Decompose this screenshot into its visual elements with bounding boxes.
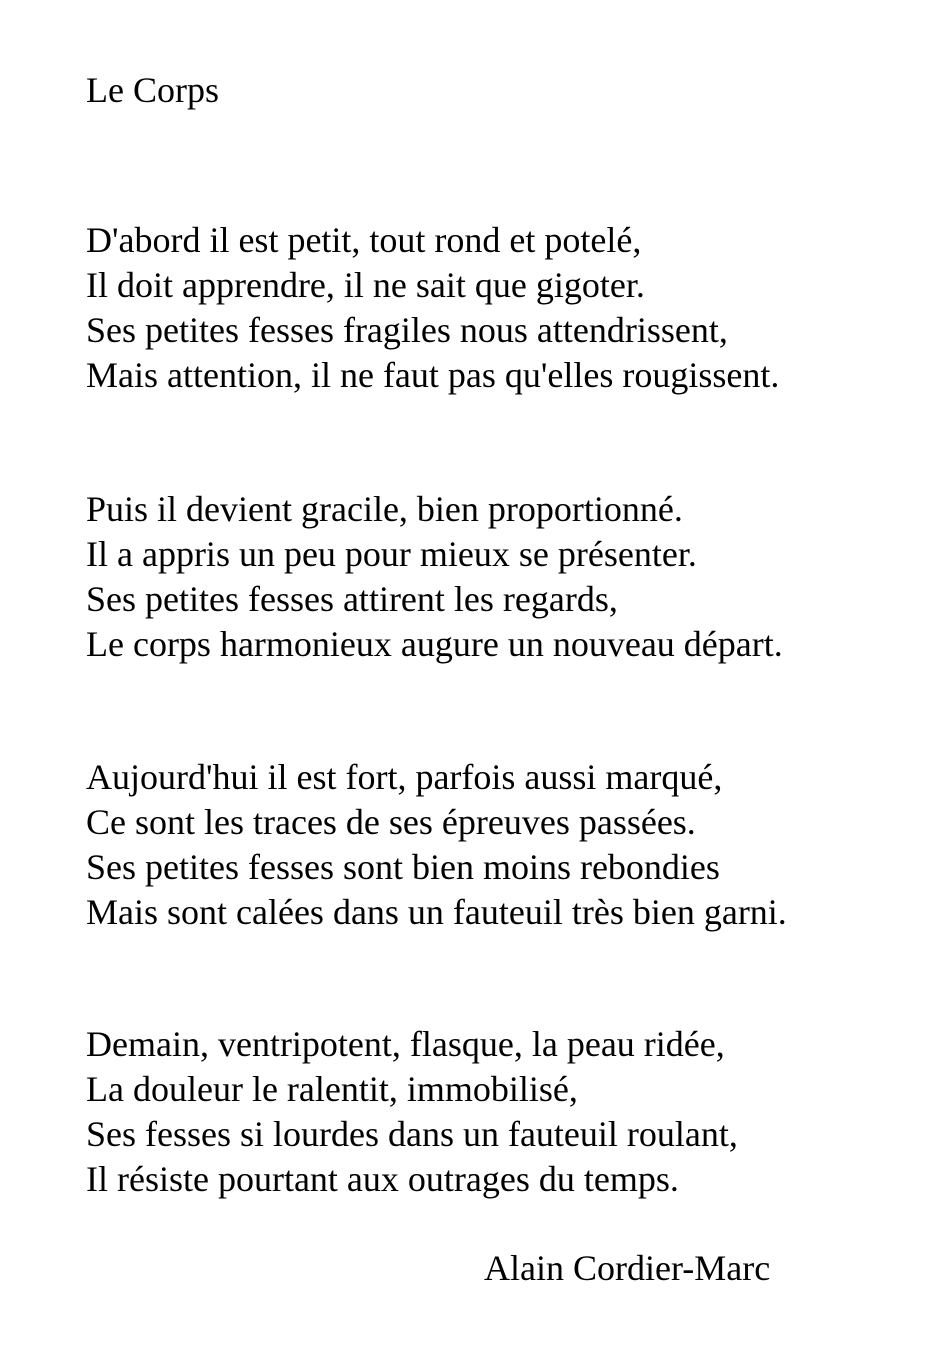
verse-line: Aujourd'hui il est fort, parfois aussi marqué, [86, 757, 723, 797]
verse-line: Ses petites fesses sont bien moins rebondies [86, 847, 720, 887]
verse-line: La douleur le ralentit, immobilisé, [86, 1069, 578, 1109]
verse-line: Le corps harmonieux augure un nouveau départ. [86, 624, 783, 664]
verse-line: Il résiste pourtant aux outrages du temps. [86, 1159, 679, 1199]
verse-line: Il doit apprendre, il ne sait que gigoter. [86, 265, 645, 305]
verse-line: Ce sont les traces de ses épreuves passées. [86, 802, 696, 842]
stanza-3 [86, 755, 787, 935]
verse-line: Mais attention, il ne faut pas qu'elles rougissent. [86, 355, 780, 395]
stanza-1 [86, 218, 779, 398]
verse-line: Mais sont calées dans un fauteuil très bien garni. [86, 892, 787, 932]
verse-line: D'abord il est petit, tout rond et potelé, [86, 220, 642, 260]
verse-line: Il a appris un peu pour mieux se présenter. [86, 534, 697, 574]
stanza-2 [86, 487, 783, 667]
author-signature: Alain Cordier-Marc [484, 1248, 771, 1288]
verse-line: Ses petites fesses attirent les regards, [86, 579, 618, 619]
verse-line: Puis il devient gracile, bien proportionné. [86, 489, 683, 529]
verse-line: Demain, ventripotent, flasque, la peau ridée, [86, 1024, 725, 1064]
stanza-4 [86, 1022, 738, 1202]
verse-line: Ses fesses si lourdes dans un fauteuil roulant, [86, 1114, 738, 1154]
verse-line: Ses petites fesses fragiles nous attendrissent, [86, 310, 728, 350]
poem-title: Le Corps [86, 70, 219, 110]
